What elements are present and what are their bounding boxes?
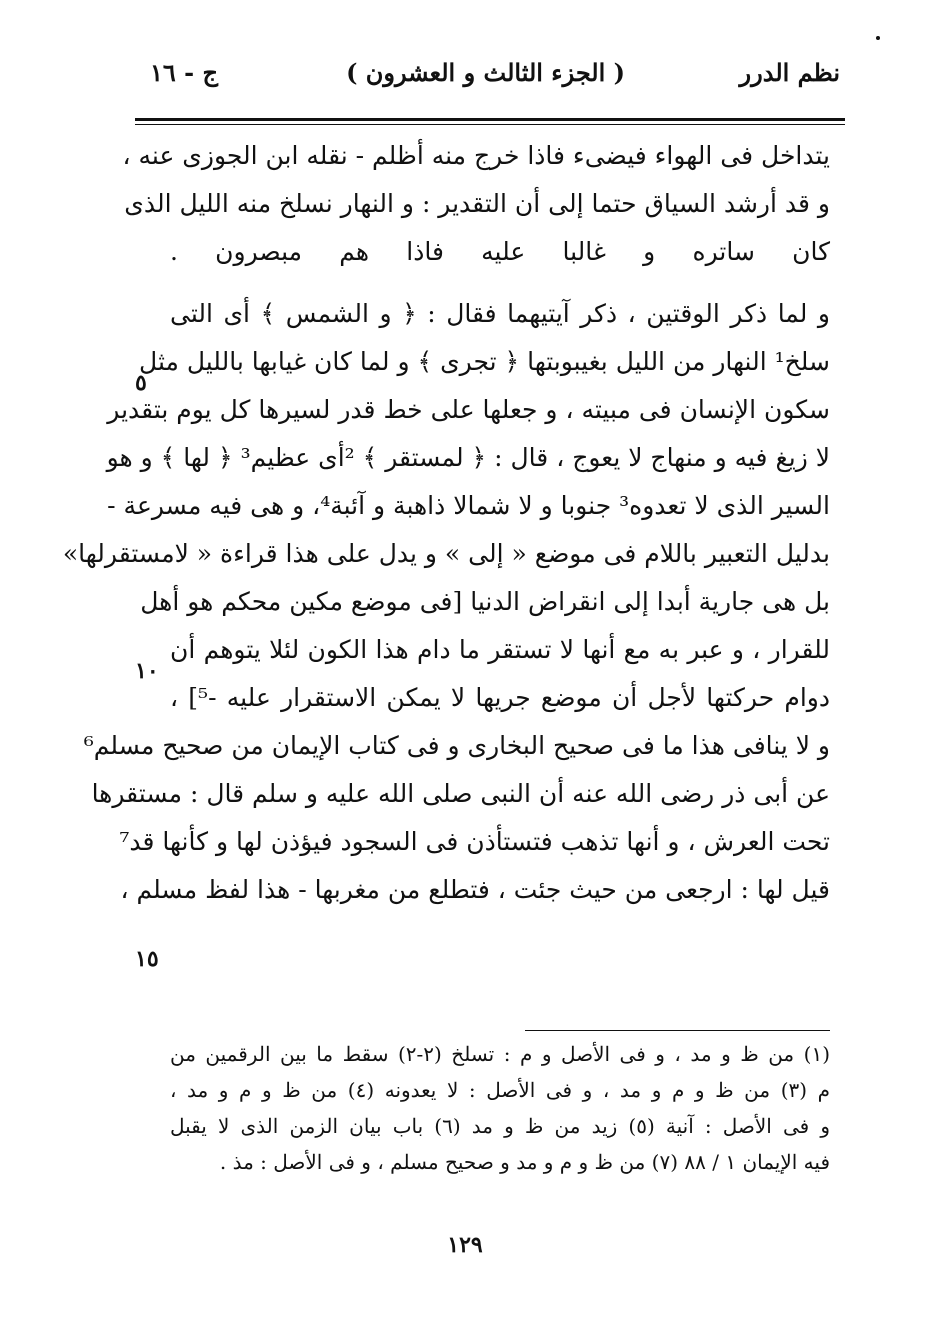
footnotes — [170, 1036, 830, 1180]
footnote-line: (١) من ظ و مد ، و فى الأصل و م : تسلخ (٢-٢) سقط ما بين الرقمين من — [170, 1042, 830, 1066]
text-line: و لا ينافى هذا ما فى صحيح البخارى و فى كتاب الإيمان من صحيح مسلم⁶ — [83, 731, 830, 760]
text-line: تحت العرش ، و أنها تذهب فتستأذن فى السجود فيؤذن لها و كأنها قد⁷ — [119, 827, 830, 856]
text-line: سكون الإنسان فى مبيته ، و جعلها على خط قدر لسيرها كل يوم بتقدير — [107, 395, 830, 424]
text-line: بدليل التعبير باللام فى موضع « إلى » و يدل على هذا قراءة « لامستقرلها» — [62, 539, 830, 568]
text-line: بل هى جارية أبدا إلى انقراض الدنيا [فى موضع مكين محكم هو أهل — [140, 587, 830, 616]
text-line: دوام حركتها لأجل أن موضع جريها لا يمكن الاستقرار عليه -⁵] ، — [170, 683, 830, 712]
footnote-line: فيه الإيمان ١ / ٨٨ (٧) من ظ و م و مد و صحيح مسلم ، و فى الأصل : مذ . — [219, 1150, 830, 1174]
text-line: سلخ¹ النهار من الليل بغيبوبتها ﴿ تجرى ﴾ و لما كان غيابها بالليل مثل — [139, 347, 830, 376]
text-line: يتداخل فى الهواء فيضىء فاذا خرج منه أظلم - نقله ابن الجوزى عنه ، — [122, 141, 830, 170]
footnote-line: م (٣) من ظ و م و مد ، و فى الأصل : لا يعدونه (٤) من ظ و م و مد ، — [170, 1078, 831, 1102]
book-title: نظم الدرر — [739, 58, 840, 87]
text-line: كان ساتره و غالبا عليه فاذا هم مبصرون . — [170, 237, 830, 266]
line-number-15: ١٥ — [135, 946, 159, 972]
text-line: عن أبى ذر رضى الله عنه أن النبى صلى الله عليه و سلم قال : مستقرها — [91, 779, 830, 808]
running-header — [150, 58, 840, 98]
header-rule-thin — [135, 124, 845, 125]
volume-label: ج - ١٦ — [150, 58, 218, 87]
page-number: ١٢٩ — [447, 1232, 483, 1258]
part-title: ( الجزء الثالث و العشرون ) — [346, 58, 625, 87]
line-number-5: ٥ — [135, 370, 147, 396]
footnote-line: و فى الأصل : آنية (٥) زيد من ظ و مد (٦) باب بيان الزمن الذى لا يقبل — [170, 1114, 830, 1138]
text-line: السير الذى لا تعدوه³ جنوبا و لا شمالا ذاهبة و آئبة⁴، و هى فيه مسرعة - — [107, 491, 830, 520]
footnote-rule — [525, 1030, 830, 1031]
text-line: و قد أرشد السياق حتما إلى أن التقدير : و النهار نسلخ منه الليل الذى — [124, 189, 830, 218]
text-line: قيل لها : ارجعى من حيث جئت ، فتطلع من مغربها - هذا لفظ مسلم ، — [120, 875, 830, 904]
ink-speck — [876, 36, 880, 40]
line-number-10: ١٠ — [135, 658, 159, 684]
text-line: و لما ذكر الوقتين ، ذكر آيتيهما فقال : ﴿ و الشمس ﴾ أى التى — [170, 299, 830, 328]
text-line: لا زيغ فيه و منهاج لا يعوج ، قال : ﴿ لمستقر ﴾ ²أى عظيم³ ﴿ لها ﴾ و هو — [106, 443, 830, 472]
header-rule-thick — [135, 118, 845, 121]
text-line: للقرار ، و عبر به مع أنها لا تستقر ما دام هذا الكون لئلا يتوهم أن — [170, 635, 830, 664]
